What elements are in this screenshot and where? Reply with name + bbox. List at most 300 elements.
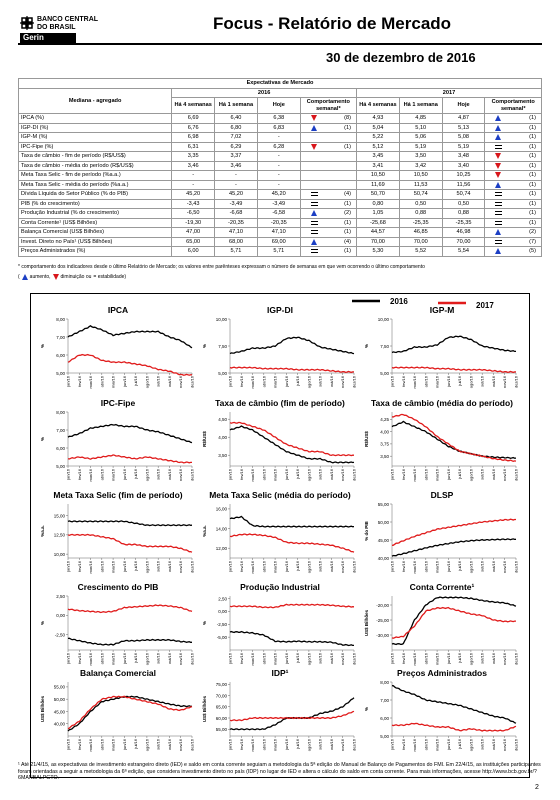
report-date: 30 de dezembro de 2016	[326, 50, 476, 65]
behavior-cell	[485, 161, 542, 171]
x-tick-label: nov/16	[502, 653, 508, 666]
chart-panel	[362, 490, 522, 582]
chart-title: Crescimento do PIB	[77, 582, 159, 592]
value-cell: -19,30	[172, 218, 215, 228]
value-cell: 5,19	[442, 142, 485, 152]
arrow-up-icon	[495, 115, 501, 121]
chart-svg	[362, 398, 522, 490]
x-tick-label: set/16	[317, 469, 323, 480]
x-tick-label: jul/16	[457, 561, 463, 571]
y-tick-label: 2,50	[218, 596, 227, 602]
methodology-note: ¹ Até 21/4/15, as expectativas de investimento estrangeiro direto (IED) e saldo em conta corrente seguiam a metodologia da 5ª edição do Manual de Balanço de Pagamentos do FMI. Em 22/4/15, as instituições participantes foram orientadas a seguir a metodologia da 6ª edição, que considera investimento direto no país (IDP) no lugar de IED e altera o cálculo do saldo em conta corrente. Para mais informações, acesse http://www.bcb.gov.br/?6MANBALPGTO.	[18, 762, 541, 782]
row-label: Taxa de câmbio - média do período (R$/US$)	[19, 161, 172, 171]
behavior-wrap	[487, 200, 539, 209]
chart-panel	[38, 490, 198, 582]
series-line-2016	[230, 632, 354, 646]
x-tick-label: dez/16	[513, 376, 519, 389]
x-tick-label: ago/16	[144, 653, 150, 666]
x-tick-label: nov/16	[502, 469, 508, 482]
value-cell: 70,00	[357, 237, 400, 247]
x-tick-label: jan/16	[227, 653, 233, 664]
value-cell: 6,69	[172, 114, 215, 124]
x-tick-label: mar/16	[250, 469, 256, 482]
behavior-cell	[485, 114, 542, 124]
col-header: Hoje	[257, 98, 300, 114]
x-tick-label: mar/16	[412, 469, 418, 482]
y-axis-label: %	[40, 620, 45, 626]
table-row	[19, 228, 542, 238]
value-cell: 5,71	[215, 247, 258, 257]
behavior-cell	[485, 209, 542, 219]
x-tick-label: jul/16	[295, 739, 301, 749]
x-tick-label: jan/16	[389, 653, 395, 664]
stable-icon	[311, 202, 318, 206]
table-row	[19, 123, 542, 133]
behavior-wrap	[303, 219, 354, 228]
y-tick-label: 55,00	[377, 501, 389, 507]
chart-panel	[38, 582, 198, 674]
y-tick-label: 8,00	[380, 679, 389, 685]
stable-icon	[495, 192, 502, 196]
x-tick-label: ago/16	[144, 739, 150, 752]
y-axis-label: R$/US$	[202, 431, 207, 447]
y-tick-label: 3,50	[218, 453, 227, 458]
x-tick-label: out/16	[328, 561, 334, 573]
x-tick-label: fev/16	[238, 739, 244, 750]
value-cell: 6,00	[172, 247, 215, 257]
x-tick-label: fev/16	[400, 469, 406, 480]
col-header: Há 4 semanas	[357, 98, 400, 114]
value-cell: 6,31	[172, 142, 215, 152]
x-tick-label: out/16	[490, 739, 496, 751]
x-tick-label: dez/16	[351, 561, 357, 574]
series-line-2017	[68, 696, 192, 728]
x-tick-label: fev/16	[238, 376, 244, 387]
value-cell: 3,46	[172, 161, 215, 171]
x-tick-label: jun/16	[121, 561, 127, 572]
x-tick-label: jun/16	[445, 561, 451, 572]
value-cell: -	[172, 171, 215, 181]
value-cell: -6,50	[172, 209, 215, 219]
y-tick-label: -20,00	[376, 602, 389, 608]
x-tick-label: out/16	[166, 469, 172, 481]
y-tick-label: 55,00	[53, 684, 65, 690]
chart-panel	[38, 305, 198, 397]
chart-panel	[362, 305, 522, 397]
row-label: Preços Administrados (%)	[19, 247, 172, 257]
behavior-wrap	[303, 238, 354, 247]
weeks-count: (1)	[344, 229, 352, 235]
x-tick-label: abr/16	[261, 376, 267, 388]
value-cell: -	[257, 133, 300, 143]
first-col-header: Mediana - agregado	[19, 88, 172, 114]
weeks-count: (1)	[529, 191, 536, 197]
x-tick-label: set/16	[317, 376, 323, 387]
x-tick-label: dez/16	[351, 469, 357, 482]
series-line-2017	[392, 723, 516, 731]
y-tick-label: 2,50	[56, 593, 65, 599]
behavior-cell	[485, 142, 542, 152]
series-line-2016	[230, 337, 354, 353]
value-cell: 4,93	[357, 114, 400, 124]
weeks-count: (1)	[529, 210, 536, 216]
chart-title: IGP-DI	[267, 305, 293, 315]
x-tick-label: mar/16	[88, 653, 94, 666]
chart-title: IPC-Fipe	[100, 398, 136, 408]
behavior-cell	[485, 152, 542, 162]
behavior-wrap	[487, 124, 539, 133]
value-cell: 3,48	[442, 152, 485, 162]
value-cell: 0,80	[357, 199, 400, 209]
table-row	[19, 237, 542, 247]
value-cell: -25,35	[442, 218, 485, 228]
value-cell: 3,50	[399, 152, 442, 162]
chart-panel	[200, 668, 360, 760]
y-axis-label: %a.a.	[202, 525, 207, 537]
x-tick-label: jan/16	[65, 739, 71, 750]
chart-title: IDP¹	[271, 668, 289, 678]
x-tick-label: set/16	[479, 469, 485, 480]
chart-title: Taxa de câmbio (média do período)	[370, 398, 513, 408]
weeks-count: (1)	[529, 172, 536, 178]
series-line-2017	[230, 534, 354, 552]
x-tick-label: mar/16	[88, 739, 94, 752]
x-tick-label: mai/16	[110, 739, 116, 752]
series-line-2017	[68, 355, 192, 376]
value-cell: -	[215, 171, 258, 181]
x-tick-label: fev/16	[400, 561, 406, 572]
behavior-cell	[300, 171, 356, 181]
stable-icon	[311, 192, 318, 196]
row-label: Meta Taxa Selic - média do período (%a.a.)	[19, 180, 172, 190]
chart-title: Meta Taxa Selic (média do período)	[209, 490, 351, 500]
behavior-cell	[300, 237, 356, 247]
weeks-count: (1)	[529, 124, 536, 131]
y-tick-label: 7,00	[56, 334, 65, 340]
y-axis-label: %	[202, 343, 207, 349]
behavior-wrap	[487, 247, 539, 256]
x-tick-label: dez/16	[513, 653, 519, 666]
x-tick-label: mai/16	[434, 653, 440, 666]
bank-name	[37, 16, 98, 31]
bank-name-line1: BANCO CENTRAL	[37, 16, 99, 23]
value-cell: 5,19	[399, 142, 442, 152]
x-tick-label: out/16	[328, 469, 334, 481]
weeks-count: (1)	[344, 143, 352, 150]
behavior-cell	[300, 133, 356, 143]
stable-icon	[495, 221, 502, 225]
series-line-2017	[392, 414, 516, 461]
value-cell: 45,20	[172, 190, 215, 200]
chart-svg	[200, 490, 360, 582]
x-tick-label: jul/16	[133, 561, 139, 571]
chart-panel	[200, 305, 360, 397]
weeks-count: (1)	[529, 143, 536, 150]
value-cell: -25,35	[399, 218, 442, 228]
x-tick-label: fev/16	[238, 653, 244, 664]
x-tick-label: mar/16	[250, 376, 256, 389]
chart-title: IGP-M	[429, 305, 455, 315]
x-tick-label: jun/16	[445, 376, 451, 387]
weeks-count: (4)	[344, 238, 352, 245]
behavior-cell	[300, 228, 356, 238]
series-line-2017	[230, 711, 354, 720]
x-tick-label: dez/16	[189, 376, 195, 389]
value-cell: 5,71	[257, 247, 300, 257]
weeks-count: (7)	[529, 238, 536, 245]
series-line-2016	[392, 421, 516, 458]
value-cell: 3,42	[399, 161, 442, 171]
value-cell: 5,22	[357, 133, 400, 143]
row-label: Balança Comercial (US$ Bilhões)	[19, 228, 172, 238]
value-cell: -	[215, 180, 258, 190]
x-tick-label: fev/16	[238, 561, 244, 572]
value-cell: 1,05	[357, 209, 400, 219]
legend-up-label: aumento,	[29, 274, 51, 280]
icon-legend	[18, 274, 126, 280]
arrow-down-icon	[311, 144, 317, 150]
weeks-count: (1)	[344, 124, 352, 131]
x-tick-label: mai/16	[272, 653, 278, 666]
value-cell: -6,58	[257, 209, 300, 219]
value-cell: 6,40	[215, 114, 258, 124]
y-tick-label: 70,00	[215, 693, 227, 699]
y-tick-label: 6,00	[56, 445, 65, 451]
chart-panel	[38, 398, 198, 490]
weeks-count: (1)	[529, 153, 536, 159]
weeks-count: (1)	[529, 181, 536, 188]
x-tick-label: out/16	[328, 739, 334, 751]
series-line-2017	[230, 367, 354, 372]
y-axis-label: R$/US$	[364, 431, 369, 447]
chart-svg	[200, 582, 360, 674]
arrow-up-icon	[311, 125, 317, 131]
table-row	[19, 142, 542, 152]
x-tick-label: fev/16	[76, 561, 82, 572]
x-tick-label: jan/16	[227, 561, 233, 572]
series-line-2016	[230, 516, 354, 527]
y-tick-label: 8,00	[56, 409, 65, 415]
x-tick-label: ago/16	[468, 469, 474, 482]
value-cell: 68,00	[215, 237, 258, 247]
weeks-count: (1)	[529, 219, 536, 226]
arrow-down-icon	[495, 172, 501, 178]
value-cell: 4,85	[399, 114, 442, 124]
behavior-cell	[485, 171, 542, 181]
series-line-2017	[230, 604, 354, 607]
legend-open-paren: (	[18, 274, 20, 280]
chart-svg	[200, 398, 360, 490]
dept-badge: Gerin	[20, 33, 76, 43]
value-cell: 11,53	[399, 180, 442, 190]
legend-eq-label: = estabilidade)	[93, 274, 127, 280]
series-line-2016	[230, 426, 354, 463]
x-tick-label: jul/16	[133, 739, 139, 749]
value-cell: 70,00	[399, 237, 442, 247]
y-axis-label: US$ Bilhões	[40, 695, 45, 723]
behavior-cell	[485, 133, 542, 143]
x-tick-label: nov/16	[340, 561, 346, 574]
x-tick-label: jan/16	[65, 469, 71, 480]
chart-svg	[38, 490, 198, 582]
value-cell: 47,10	[257, 228, 300, 238]
x-tick-label: dez/16	[351, 739, 357, 752]
row-label: IPC-Fipe (%)	[19, 142, 172, 152]
x-tick-label: jul/16	[295, 561, 301, 571]
weeks-count: (2)	[344, 210, 352, 216]
behavior-wrap	[487, 162, 539, 171]
x-tick-label: mar/16	[88, 376, 94, 389]
value-cell: -3,49	[257, 199, 300, 209]
y-tick-label: 7,50	[218, 343, 227, 349]
x-tick-label: jul/16	[457, 653, 463, 663]
chart-svg	[362, 668, 522, 760]
x-tick-label: abr/16	[261, 469, 267, 481]
y-tick-label: 16,00	[215, 506, 227, 512]
y-tick-label: 50,00	[377, 519, 389, 525]
x-tick-label: nov/16	[178, 739, 184, 752]
value-cell: 6,29	[215, 142, 258, 152]
value-cell: -3,43	[172, 199, 215, 209]
x-tick-label: jan/16	[65, 561, 71, 572]
behavior-wrap	[487, 228, 539, 237]
x-tick-label: out/16	[166, 561, 172, 573]
y-axis-label: %a.a.	[40, 525, 45, 537]
x-tick-label: jan/16	[227, 469, 233, 480]
x-tick-label: fev/16	[400, 376, 406, 387]
behavior-wrap	[303, 228, 354, 237]
behavior-wrap	[487, 143, 539, 152]
arrow-down-icon	[311, 115, 317, 121]
chart-title: Produção Industrial	[240, 582, 320, 592]
behavior-wrap	[303, 209, 354, 218]
series-line-2016	[68, 638, 192, 645]
y-axis-label: % do PIB	[364, 521, 369, 541]
legend-label-2016: 2016	[390, 297, 408, 306]
y-tick-label: -5,00	[216, 634, 227, 640]
behavior-wrap	[487, 152, 539, 161]
x-tick-label: nov/16	[340, 376, 346, 389]
row-label: IPCA (%)	[19, 114, 172, 124]
x-tick-label: jul/16	[295, 376, 301, 386]
y-tick-label: 45,00	[53, 709, 65, 715]
y-tick-label: 6,00	[56, 352, 65, 358]
series-line-2017	[68, 534, 192, 552]
x-tick-label: jul/16	[295, 469, 301, 479]
value-cell: 47,00	[172, 228, 215, 238]
value-cell: 3,37	[215, 152, 258, 162]
value-cell: 70,00	[442, 237, 485, 247]
header-rule	[18, 43, 542, 45]
value-cell: 6,38	[257, 114, 300, 124]
y-tick-label: 7,00	[380, 697, 389, 703]
x-tick-label: dez/16	[351, 653, 357, 666]
col-header: Há 4 semanas	[172, 98, 215, 114]
behavior-cell	[300, 142, 356, 152]
legend-label-2017: 2017	[476, 301, 494, 310]
chart-title: Conta Corrente¹	[409, 582, 475, 592]
weeks-count: (1)	[529, 134, 536, 140]
x-tick-label: abr/16	[423, 739, 429, 751]
x-tick-label: mai/16	[110, 653, 116, 666]
y-tick-label: 40,00	[377, 555, 389, 561]
x-tick-label: out/16	[166, 376, 172, 388]
series-line-2016	[392, 686, 516, 724]
behavior-cell	[300, 123, 356, 133]
y-tick-label: 4,25	[380, 417, 389, 423]
value-cell: 45,20	[215, 190, 258, 200]
x-tick-label: ago/16	[468, 739, 474, 752]
x-tick-label: out/16	[166, 653, 172, 665]
x-tick-label: fev/16	[238, 469, 244, 480]
value-cell: 45,20	[257, 190, 300, 200]
chart-svg	[200, 668, 360, 760]
y-tick-label: 5,00	[218, 370, 227, 376]
x-tick-label: mai/16	[434, 561, 440, 574]
bank-name-line2: DO BRASIL	[37, 23, 76, 31]
x-tick-label: mai/16	[110, 561, 116, 574]
value-cell: 3,40	[442, 161, 485, 171]
x-tick-label: out/16	[328, 653, 334, 665]
arrow-up-icon	[495, 182, 501, 188]
weeks-count: (8)	[344, 115, 352, 121]
x-tick-label: nov/16	[340, 653, 346, 666]
x-tick-label: ago/16	[306, 469, 312, 482]
weeks-count: (5)	[529, 248, 536, 254]
col-header: Há 1 semana	[215, 98, 258, 114]
row-label: IGP-DI (%)	[19, 123, 172, 133]
value-cell: -	[257, 161, 300, 171]
value-cell: 0,88	[442, 209, 485, 219]
page-title: Focus - Relatório de Mercado	[213, 14, 452, 33]
x-tick-label: jun/16	[283, 653, 289, 664]
behavior-wrap	[487, 114, 539, 123]
x-tick-label: mai/16	[110, 376, 116, 389]
y-tick-label: 55,00	[215, 727, 227, 733]
table-row	[19, 133, 542, 143]
table-row	[19, 161, 542, 171]
series-line-2016	[392, 539, 516, 556]
arrow-up-icon	[495, 229, 501, 235]
arrow-down-icon	[495, 153, 501, 159]
row-label: Conta Corrente¹ (US$ Bilhões)	[19, 218, 172, 228]
y-tick-label: 50,00	[53, 696, 65, 702]
year2-header: 2017	[357, 88, 542, 98]
x-tick-label: jul/16	[457, 469, 463, 479]
x-tick-label: nov/16	[502, 376, 508, 389]
x-tick-label: dez/16	[189, 561, 195, 574]
x-tick-label: mai/16	[434, 739, 440, 752]
x-tick-label: jun/16	[283, 469, 289, 480]
x-tick-label: jun/16	[283, 376, 289, 387]
value-cell: 50,74	[399, 190, 442, 200]
value-cell: 5,54	[442, 247, 485, 257]
chart-panel	[200, 582, 360, 674]
x-tick-label: nov/16	[502, 739, 508, 752]
chart-svg	[38, 398, 198, 490]
value-cell: -	[257, 171, 300, 181]
weeks-count: (1)	[529, 200, 536, 207]
x-tick-label: jan/16	[389, 469, 395, 480]
x-tick-label: set/16	[155, 561, 161, 572]
series-line-2017	[392, 608, 516, 639]
x-tick-label: set/16	[317, 561, 323, 572]
table-row	[19, 190, 542, 200]
report-header	[0, 0, 560, 48]
chart-svg	[38, 668, 198, 760]
y-tick-label: 3,50	[380, 453, 389, 459]
stable-icon	[495, 211, 502, 215]
